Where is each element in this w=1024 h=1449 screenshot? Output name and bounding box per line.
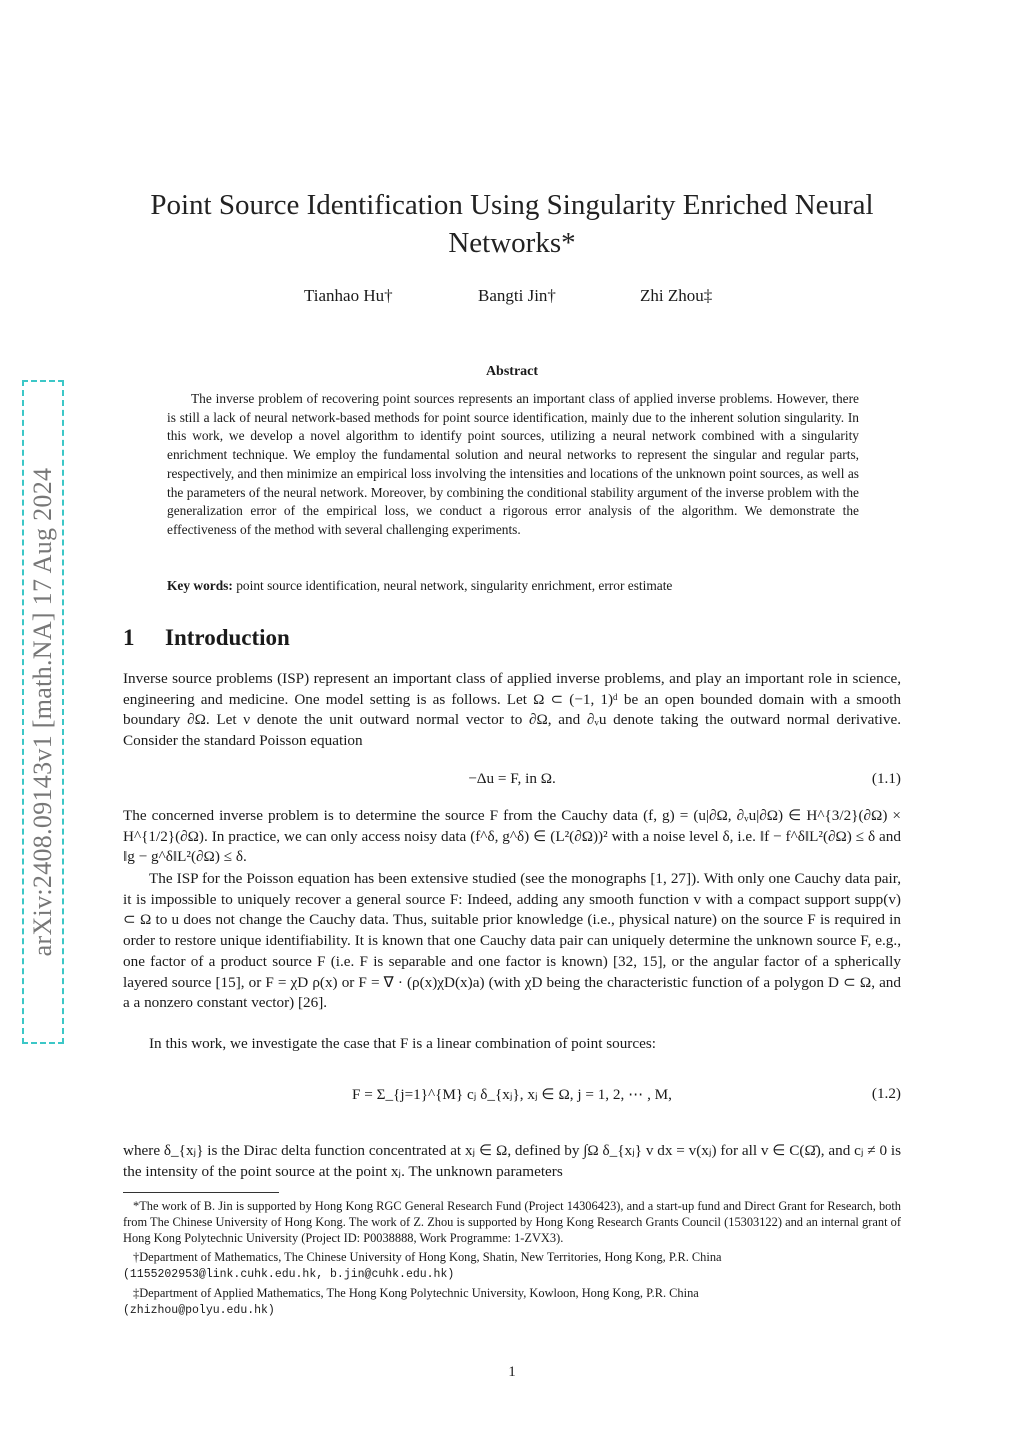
keywords-list: point source identification, neural network, singularity enrichment, error estimate	[236, 578, 673, 593]
author-2: Bangti Jin†	[478, 286, 556, 305]
author-3: Zhi Zhou‡	[640, 286, 713, 305]
paragraph-4: In this work, we investigate the case that F is a linear combination of point sources:	[149, 1035, 656, 1052]
paper-title: Point Source Identification Using Singularity Enriched Neural Networks*	[150, 189, 874, 259]
equation-1-1-expr: −Δu = F, in Ω.	[468, 770, 556, 787]
footnote-funding: *The work of B. Jin is supported by Hong Kong RGC General Research Fund (Project 14306423), and a start-up fund and Direct Grant for Research, both from The Chinese University of Hong Kong. The work of Z. Zhou is supported by Hong Kong Research Grants Council (15303122) and an internal grant of Hong Kong Polytechnic University (Project ID: P0038888, Work Programme: 1-ZVX3).	[123, 1199, 901, 1246]
keywords-label: Key words:	[167, 578, 233, 593]
footnotes	[123, 1198, 901, 1321]
equation-1-2-expr: F = Σ_{j=1}^{M} cⱼ δ_{xⱼ}, xⱼ ∈ Ω, j = 1, 2, ⋯ , M,	[352, 1086, 672, 1103]
footnote-cuhk: †Department of Mathematics, The Chinese University of Hong Kong, Shatin, New Territories, Hong Kong, P.R. China	[133, 1249, 722, 1264]
arxiv-id: arXiv:2408.09143v1 [math.NA] 17 Aug 2024	[28, 467, 57, 957]
equation-1-2-tag: (1.2)	[871, 1085, 901, 1102]
section-number: 1	[123, 625, 135, 650]
footnote-cuhk-emails: (1155202953@link.cuhk.edu.hk, b.jin@cuhk.edu.hk)	[123, 1267, 455, 1281]
keywords	[167, 578, 867, 594]
page-number: 1	[508, 1364, 516, 1380]
paragraph-2: The concerned inverse problem is to determine the source F from the Cauchy data (f, g) = (u|∂Ω, ∂ᵥu|∂Ω) ∈ H^{3/2}(∂Ω) × H^{1/2}(∂Ω). In practice, we can only access noisy data (f^δ, g^δ) ∈ (L²(∂Ω))² with a noise level δ, i.e. ‖f − f^δ‖L²(∂Ω) ≤ δ and ‖g − g^δ‖L²(∂Ω) ≤ δ.	[123, 807, 901, 866]
footnote-polyu: ‡Department of Applied Mathematics, The Hong Kong Polytechnic University, Kowloon, Hong Kong, P.R. China	[133, 1286, 699, 1301]
section-title: Introduction	[165, 625, 290, 650]
arxiv-stamp	[22, 380, 64, 1044]
paragraph-1: Inverse source problems (ISP) represent an important class of applied inverse problems, and play an important role in science, engineering and medicine. One model setting is as follows. Let Ω ⊂ (−1, 1)ᵈ be an open bounded domain with a smooth boundary ∂Ω. Let ν denote the unit outward normal vector to ∂Ω, and ∂ᵥu denote taking the outward normal derivative. Consider the standard Poisson equation	[123, 670, 901, 750]
equation-1-1-tag: (1.1)	[871, 770, 901, 787]
author-1: Tianhao Hu†	[304, 286, 393, 305]
paragraph-3: The ISP for the Poisson equation has been extensive studied (see the monographs [1, 27]). With only one Cauchy data pair, it is impossible to uniquely recover a general source F: Indeed, adding any smooth function v with a compact support supp(v) ⊂ Ω to u does not change the Cauchy data. Thus, suitable prior knowledge (i.e., physical nature) on the source F is required in order to restore unique identifiability. It is known that one Cauchy data pair can uniquely determine the unknown source F, e.g., one factor of a product source F (i.e. F is separable and one factor is known) [32, 15], or the angular factor of a spherically layered source [15], or F = χD ρ(x) or F = ∇ · (ρ(x)χD(x)a) (with χD being the characteristic function of a polygon D ⊂ Ω, and a a nonzero constant vector) [26].	[123, 870, 901, 1012]
abstract-text: The inverse problem of recovering point sources represents an important class of applied inverse problems. However, there is still a lack of neural network-based methods for point source identification, mainly due to the inherent solution singularity. In this work, we develop a novel algorithm to identify point sources, utilizing a neural network combined with a singularity enrichment technique. We employ the fundamental solution and neural networks to represent the singular and regular parts, respectively, and then minimize an empirical loss involving the intensities and locations of the unknown point sources, as well as the parameters of the neural network. Moreover, by combining the conditional stability argument of the inverse problem with the generalization error of the empirical loss, we conduct a rigorous error analysis of the algorithm. We demonstrate the effectiveness of the method with several challenging experiments.	[167, 391, 859, 537]
footnote-rule	[123, 1192, 279, 1193]
footnote-polyu-email: (zhizhou@polyu.edu.hk)	[123, 1304, 275, 1318]
paragraph-5: where δ_{xⱼ} is the Dirac delta function concentrated at xⱼ ∈ Ω, defined by ∫Ω δ_{xⱼ} v dx = v(xⱼ) for all v ∈ C(Ω̄), and cⱼ ≠ 0 is the intensity of the point source at the point xⱼ. The unknown parameters	[123, 1142, 901, 1180]
abstract-heading: Abstract	[485, 364, 539, 379]
section-heading	[123, 625, 290, 651]
